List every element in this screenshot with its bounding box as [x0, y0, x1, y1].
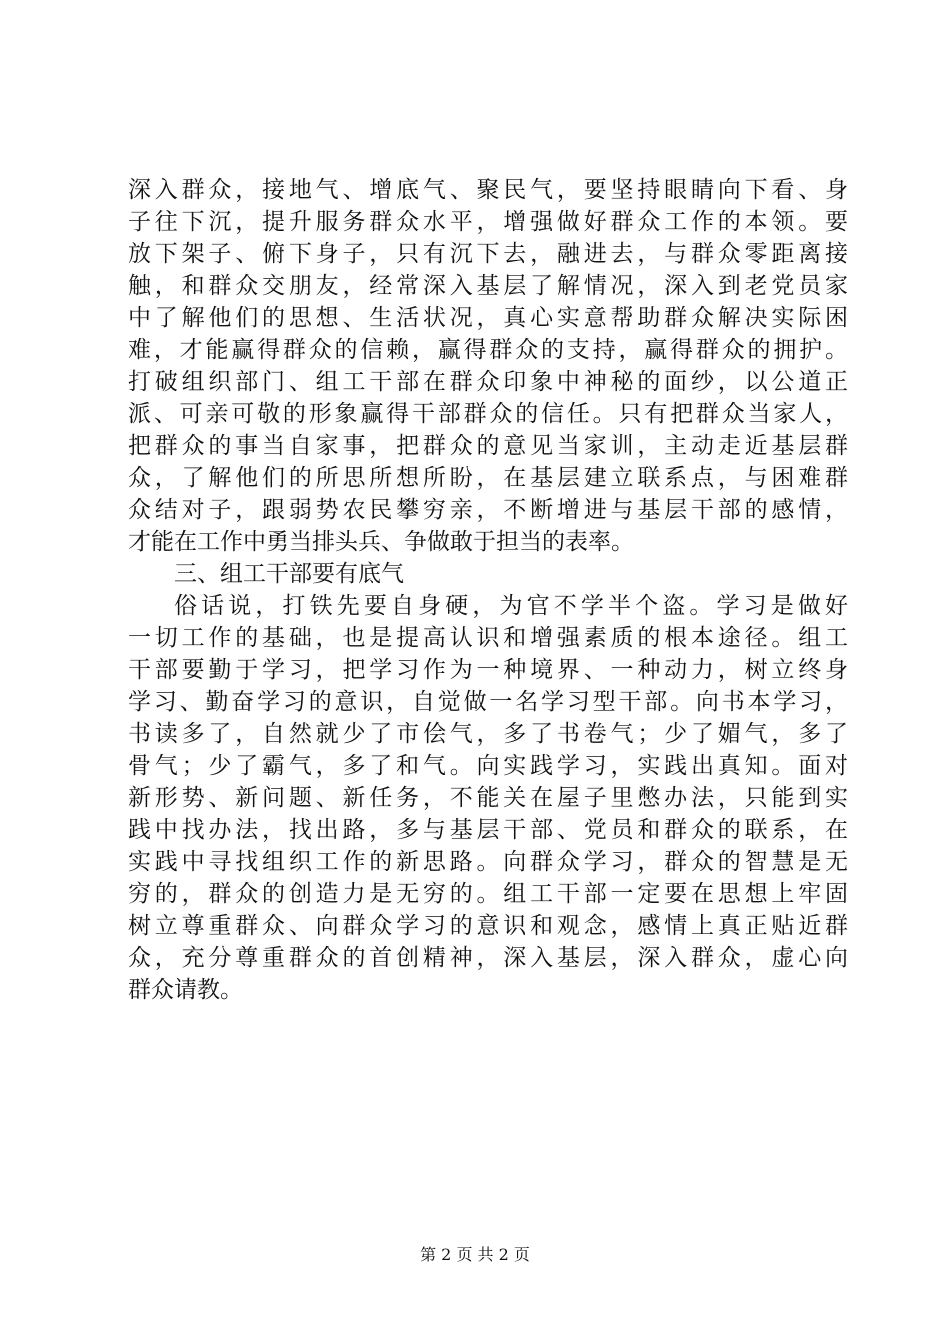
paragraph-1-line: 才能在工作中勇当排头兵、争做敢于担当的表率。 — [128, 529, 634, 555]
paragraph-1-line: 众结对子，跟弱势农民攀穷亲，不断增进与基层干部的感情， — [128, 497, 848, 523]
paragraph-2-line: 践中找办法，找出路，多与基层干部、党员和群众的联系，在 — [128, 817, 848, 843]
paragraph-2-line: 穷的，群众的创造力是无穷的。组工干部一定要在思想上牢固 — [128, 881, 848, 907]
paragraph-2-line: 干部要勤于学习，把学习作为一种境界、一种动力，树立终身 — [128, 657, 848, 683]
paragraph-2-line: 树立尊重群众、向群众学习的意识和观念，感情上真正贴近群 — [128, 913, 848, 939]
paragraph-2-line: 骨气；少了霸气，多了和气。向实践学习，实践出真知。面对 — [128, 753, 848, 779]
paragraph-1-line: 深入群众，接地气、增底气、聚民气，要坚持眼睛向下看、身 — [128, 177, 848, 203]
paragraph-2-line: 一切工作的基础，也是提高认识和增强素质的根本途径。组工 — [128, 625, 848, 651]
paragraph-1-line: 难，才能赢得群众的信赖，赢得群众的支持，赢得群众的拥护。 — [128, 337, 848, 363]
paragraph-1-line: 众，了解他们的所思所想所盼，在基层建立联系点，与困难群 — [128, 465, 848, 491]
paragraph-2-line: 俗话说，打铁先要自身硬，为官不学半个盗。学习是做好 — [174, 593, 848, 619]
paragraph-1-line: 放下架子、俯下身子，只有沉下去，融进去，与群众零距离接 — [128, 241, 848, 267]
paragraph-2-line: 新形势、新问题、新任务，不能关在屋子里憋办法，只能到实 — [128, 785, 848, 811]
paragraph-1-line: 派、可亲可敬的形象赢得干部群众的信任。只有把群众当家人， — [128, 401, 848, 427]
page-number-footer: 第 2 页 共 2 页 — [420, 1245, 530, 1264]
paragraph-1-line: 把群众的事当自家事，把群众的意见当家训，主动走近基层群 — [128, 433, 848, 459]
paragraph-1-line: 子往下沉，提升服务群众水平，增强做好群众工作的本领。要 — [128, 209, 848, 235]
paragraph-2-line: 书读多了，自然就少了市侩气，多了书卷气；少了媚气，多了 — [128, 721, 848, 747]
paragraph-2-line: 学习、勤奋学习的意识，自觉做一名学习型干部。向书本学习， — [128, 689, 848, 715]
section-heading: 三、组工干部要有底气 — [174, 561, 404, 587]
paragraph-2-line: 众，充分尊重群众的首创精神，深入基层，深入群众，虚心向 — [128, 945, 848, 971]
paragraph-2-line: 实践中寻找组织工作的新思路。向群众学习，群众的智慧是无 — [128, 849, 848, 875]
paragraph-1-line: 打破组织部门、组工干部在群众印象中神秘的面纱，以公道正 — [128, 369, 848, 395]
paragraph-2-line: 群众请教。 — [128, 977, 243, 1003]
document-body — [128, 174, 848, 1006]
paragraph-1-line: 触，和群众交朋友，经常深入基层了解情况，深入到老党员家 — [128, 273, 848, 299]
paragraph-1-line: 中了解他们的思想、生活状况，真心实意帮助群众解决实际困 — [128, 305, 848, 331]
